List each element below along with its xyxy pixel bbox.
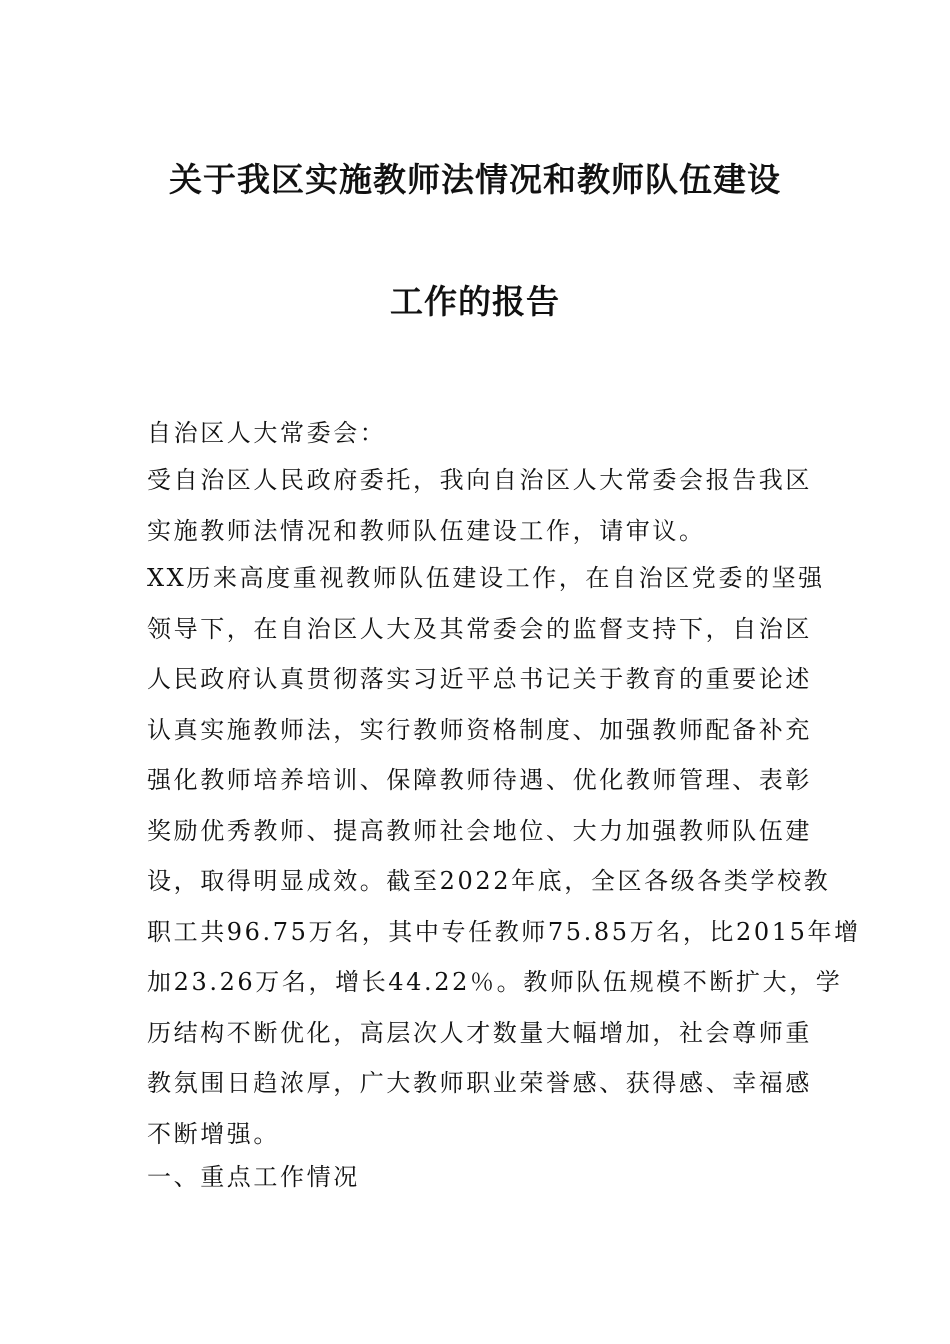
paragraph-line: 教氛围日趋浓厚，广大教师职业荣誉感、获得感、幸福感 <box>147 1069 812 1097</box>
paragraph-line: 不断增强。 <box>147 1119 280 1148</box>
salutation <box>147 408 807 459</box>
paragraph-line: 领导下，在自治区人大及其常委会的监督支持下，自治区 <box>147 614 812 643</box>
document-title-line-1: 关于我区实施教师法情况和教师队伍建设 <box>169 160 781 199</box>
paragraph-line: 历结构不断优化，高层次人才数量大幅增加，社会尊师重 <box>147 1018 812 1047</box>
paragraph-line: 职工共96.75万名，其中专任教师75.85万名，比2015年增 <box>147 917 861 946</box>
paragraph-line: 加23.26万名，增长44.22％。教师队伍规模不断扩大，学 <box>147 968 843 996</box>
paragraph-line: XX历来高度重视教师队伍建设工作，在自治区党委的坚强 <box>147 564 825 592</box>
section-heading <box>147 1152 807 1203</box>
paragraph-line: 奖励优秀教师、提高教师社会地位、大力加强教师队伍建 <box>147 816 812 845</box>
paragraph-line: 人民政府认真贯彻落实习近平总书记关于教育的重要论述 <box>147 665 812 693</box>
salutation-text: 自治区人大常委会： <box>147 419 387 447</box>
paragraph-overview <box>147 553 861 1159</box>
paragraph-line: 强化教师培养培训、保障教师待遇、优化教师管理、表彰 <box>147 766 812 794</box>
paragraph-line: 受自治区人民政府委托，我向自治区人大常委会报告我区 <box>147 466 812 494</box>
paragraph-line: 认真实施教师法，实行教师资格制度、加强教师配备补充 <box>147 715 812 744</box>
section-heading-text: 一、重点工作情况 <box>147 1163 360 1191</box>
paragraph-intro <box>147 455 812 556</box>
paragraph-line: 实施教师法情况和教师队伍建设工作，请审议。 <box>147 516 706 545</box>
document-title-line-2: 工作的报告 <box>390 282 560 321</box>
paragraph-line: 设，取得明显成效。截至2022年底，全区各级各类学校教 <box>147 867 831 895</box>
